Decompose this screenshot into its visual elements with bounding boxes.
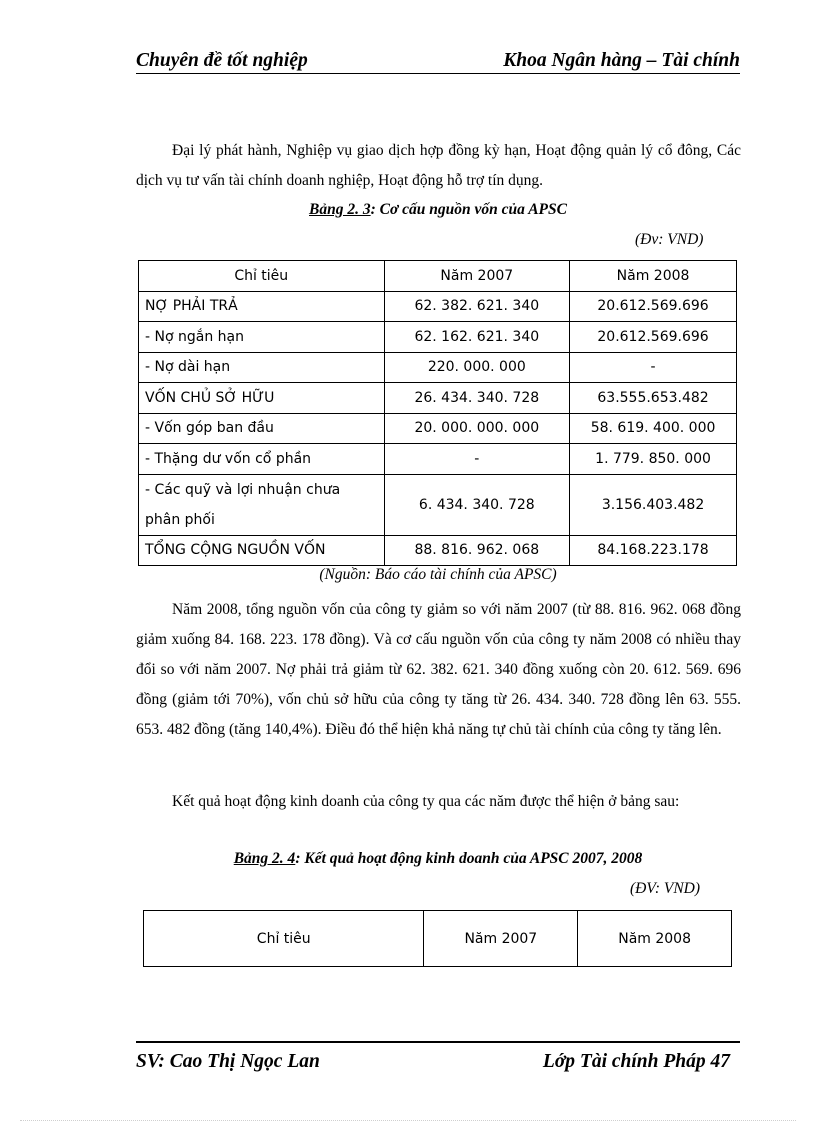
table-row xyxy=(139,474,737,535)
value-2007: 62. 382. 621. 340 xyxy=(384,291,570,322)
business-results-table xyxy=(143,910,732,967)
value-2007: 26. 434. 340. 728 xyxy=(384,383,570,414)
value-2007: 20. 000. 000. 000 xyxy=(384,413,570,444)
row-label: - Nợ ngắn hạn xyxy=(139,322,385,353)
value-2007: 220. 000. 000 xyxy=(384,352,570,383)
row-label: TỔNG CỘNG NGUỒN VỐN xyxy=(139,535,385,566)
row-label: - Nợ dài hạn xyxy=(139,352,385,383)
capital-structure-table xyxy=(138,260,737,566)
row-label: - Thặng dư vốn cổ phần xyxy=(139,444,385,475)
table1-caption xyxy=(136,201,740,219)
row-label: VỐN CHỦ SỞ HỮU xyxy=(139,383,385,414)
intro-table2-paragraph: Kết quả hoạt động kinh doanh của công ty qua các năm được thể hiện ở bảng sau: xyxy=(172,793,680,810)
table1-source: (Nguồn: Báo cáo tài chính của APSC) xyxy=(319,566,557,583)
value-2008: 3.156.403.482 xyxy=(570,474,737,535)
table-header-row xyxy=(144,911,732,967)
header-cell: Năm 2008 xyxy=(578,911,732,967)
header-left: Chuyên đề tốt nghiệp xyxy=(136,50,308,71)
table1-unit: (Đv: VND) xyxy=(635,231,704,248)
page-bottom-dotted-line xyxy=(20,1120,796,1121)
value-2008: 58. 619. 400. 000 xyxy=(570,413,737,444)
table-row xyxy=(139,352,737,383)
analysis-paragraph: Năm 2008, tổng nguồn vốn của công ty giảm so với năm 2007 (từ 88. 816. 962. 068 đồng giảm xuống 84. 168. 223. 178 đồng). Và cơ cấu nguồn vốn của công ty năm 2008 có nhiều thay đổi so với năm 2007. Nợ phải trả giảm từ 62. 382. 621. 340 đồng xuống còn 20. 612. 569. 696 đồng (giảm tới 70%), vốn chủ sở hữu của công ty tăng từ 26. 434. 340. 728 đồng lên 63. 555. 653. 482 đồng (tăng 140,4%). Điều đó thể hiện khả năng tự chủ tài chính của công ty tăng lên. xyxy=(136,601,741,738)
value-2007: 62. 162. 621. 340 xyxy=(384,322,570,353)
header-cell: Năm 2007 xyxy=(384,261,570,292)
table1-caption-label: Bảng 2. 3 xyxy=(309,201,371,218)
table2-unit: (ĐV: VND) xyxy=(630,880,701,897)
table-row xyxy=(139,383,737,414)
header-cell: Năm 2007 xyxy=(424,911,578,967)
table-header-row xyxy=(139,261,737,292)
page-header xyxy=(136,46,740,74)
value-2008: - xyxy=(570,352,737,383)
table-row xyxy=(139,413,737,444)
value-2008: 1. 779. 850. 000 xyxy=(570,444,737,475)
row-label: NỢ PHẢI TRẢ xyxy=(139,291,385,322)
table-row xyxy=(139,535,737,566)
value-2007: - xyxy=(384,444,570,475)
value-2007: 88. 816. 962. 068 xyxy=(384,535,570,566)
row-label: - Vốn góp ban đầu xyxy=(139,413,385,444)
table-row xyxy=(139,291,737,322)
footer-right: Lớp Tài chính Pháp 47 xyxy=(542,1051,730,1072)
header-cell: Chỉ tiêu xyxy=(144,911,424,967)
intro-paragraph: Đại lý phát hành, Nghiệp vụ giao dịch hợp đồng kỳ hạn, Hoạt động quản lý cổ đông, Các dịch vụ tư vấn tài chính doanh nghiệp, Hoạt động hỗ trợ tín dụng. xyxy=(136,142,741,189)
table2-caption xyxy=(136,850,740,868)
footer-left: SV: Cao Thị Ngọc Lan xyxy=(136,1051,320,1072)
value-2007: 6. 434. 340. 728 xyxy=(384,474,570,535)
value-2008: 20.612.569.696 xyxy=(570,291,737,322)
table1-caption-text: : Cơ cấu nguồn vốn của APSC xyxy=(370,201,567,218)
value-2008: 84.168.223.178 xyxy=(570,535,737,566)
header-cell: Chỉ tiêu xyxy=(139,261,385,292)
table2-caption-label: Bảng 2. 4 xyxy=(233,850,296,867)
table-row xyxy=(139,444,737,475)
row-label: - Các quỹ và lợi nhuận chưa phân phối xyxy=(139,474,385,535)
header-rule xyxy=(136,73,740,74)
value-2008: 20.612.569.696 xyxy=(570,322,737,353)
header-cell: Năm 2008 xyxy=(570,261,737,292)
table-row xyxy=(139,322,737,353)
value-2008: 63.555.653.482 xyxy=(570,383,737,414)
header-right: Khoa Ngân hàng – Tài chính xyxy=(503,50,740,71)
footer-rule xyxy=(136,1041,740,1043)
table2-caption-text: : Kết quả hoạt động kinh doanh của APSC 2007, 2008 xyxy=(295,850,643,867)
